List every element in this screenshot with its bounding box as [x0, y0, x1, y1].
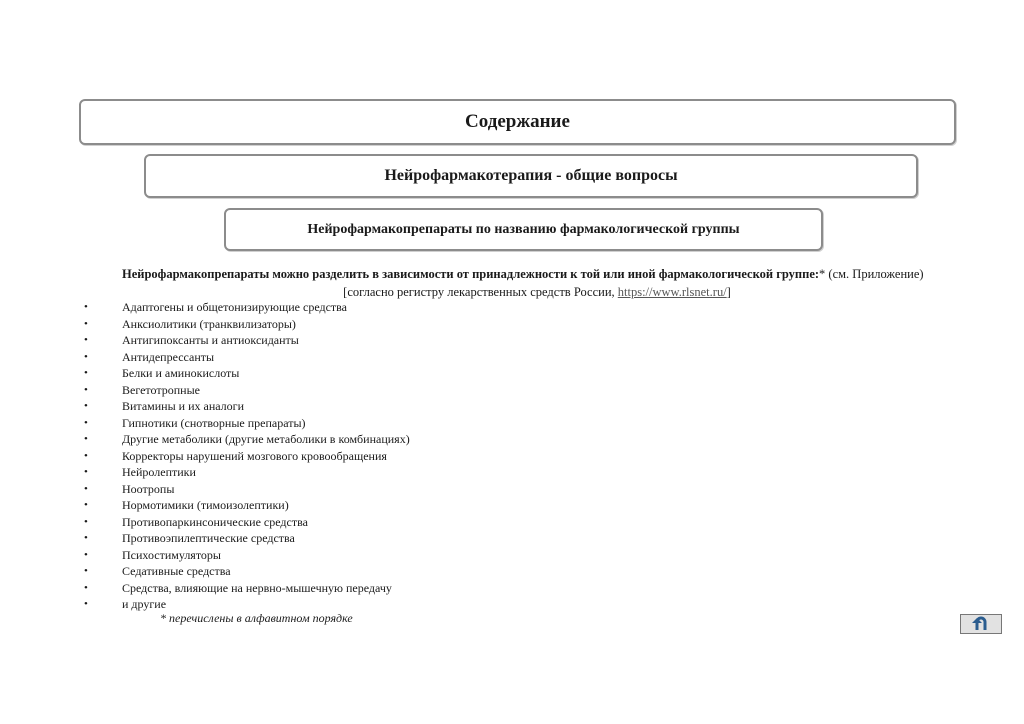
bullet-icon: • [84, 416, 88, 429]
intro-paragraph [122, 266, 932, 282]
list-item-label: Корректоры нарушений мозгового кровообращения [122, 448, 387, 463]
list-item-label: Вегетотропные [122, 382, 200, 397]
list-item [84, 530, 410, 547]
list-item [84, 415, 410, 432]
bullet-icon: • [84, 466, 88, 478]
list-item-label: Противопаркинсонические средства [122, 514, 308, 529]
bullet-icon: • [84, 301, 88, 313]
list-item [84, 580, 410, 597]
contents-button[interactable] [79, 99, 956, 145]
bullet-icon: • [84, 499, 88, 511]
rlsnet-link[interactable]: https://www.rlsnet.ru/ [617, 285, 727, 299]
back-button[interactable] [960, 614, 1002, 634]
pharmacological-groups-list [84, 299, 410, 613]
list-item [84, 448, 410, 465]
bullet-icon: • [84, 400, 88, 412]
list-item-label: Нормотимики (тимоизолептики) [122, 498, 289, 512]
list-item [84, 547, 410, 564]
list-item [84, 464, 410, 481]
bullet-icon: • [84, 515, 88, 528]
list-item-label: Седативные средства [122, 564, 231, 578]
bullet-icon: • [84, 598, 88, 610]
list-item-label: Адаптогены и общетонизирующие средства [122, 300, 348, 314]
bullet-icon: • [84, 482, 88, 495]
list-item-label: Средства, влияющие на нервно-мышечную передачу [122, 580, 392, 595]
list-item-label: Антигипоксанты и антиоксиданты [122, 333, 299, 347]
list-item [84, 365, 410, 382]
bullet-icon: • [84, 350, 88, 363]
list-item [84, 481, 410, 498]
bullet-icon: • [84, 532, 88, 544]
bullet-icon: • [84, 433, 88, 445]
list-item-label: Антидепрессанты [122, 349, 215, 364]
neuropharmacotherapy-general-button[interactable] [144, 154, 918, 198]
list-item [84, 431, 410, 448]
list-item [84, 382, 410, 399]
pharmacological-group-button[interactable] [224, 208, 823, 251]
bullet-icon: • [84, 367, 88, 379]
list-item-label: Витамины и их аналоги [122, 399, 244, 413]
neuropharmacotherapy-general-label: Нейрофармакотерапия - общие вопросы [384, 167, 678, 184]
intro-bold-text: Нейрофармакопрепараты можно разделить в зависимости от принадлежности к той или иной фармакологической группе: [122, 267, 820, 281]
list-item-label: Психостимуляторы [122, 547, 221, 562]
contents-label: Содержание [465, 111, 570, 132]
registry-suffix: ] [726, 285, 731, 299]
intro-appendix-ref: * (см. Приложение) [819, 267, 924, 281]
bullet-icon: • [84, 383, 88, 396]
list-item [84, 497, 410, 514]
list-item-label: и другие [122, 597, 167, 611]
list-item-label: Белки и аминокислоты [122, 366, 240, 380]
list-item-label: Другие метаболики (другие метаболики в комбинациях) [122, 432, 410, 446]
list-item [84, 563, 410, 580]
bullet-icon: • [84, 317, 88, 330]
pharmacological-group-label: Нейрофармакопрепараты по названию фармакологической группы [307, 221, 740, 237]
bullet-icon: • [84, 565, 88, 577]
list-item-label: Анксиолитики (транквилизаторы) [122, 316, 296, 331]
list-item-label: Противоэпилептические средства [122, 531, 295, 545]
list-item-label: Гипнотики (снотворные препараты) [122, 415, 306, 430]
bullet-icon: • [84, 449, 88, 462]
list-item [84, 299, 410, 316]
registry-prefix: [согласно регистру лекарственных средств России, [343, 285, 618, 299]
list-item [84, 349, 410, 366]
list-item-label: Ноотропы [122, 481, 175, 496]
bullet-icon: • [84, 334, 88, 346]
list-item [84, 514, 410, 531]
bullet-icon: • [84, 548, 88, 561]
list-item [84, 316, 410, 333]
bullet-icon: • [84, 581, 88, 594]
list-item-label: Нейролептики [122, 465, 196, 479]
list-item [84, 332, 410, 349]
list-item [84, 398, 410, 415]
registry-note [0, 284, 1024, 300]
u-turn-back-icon [970, 616, 992, 632]
footnote: * перечислены в алфавитном порядке [160, 611, 353, 625]
